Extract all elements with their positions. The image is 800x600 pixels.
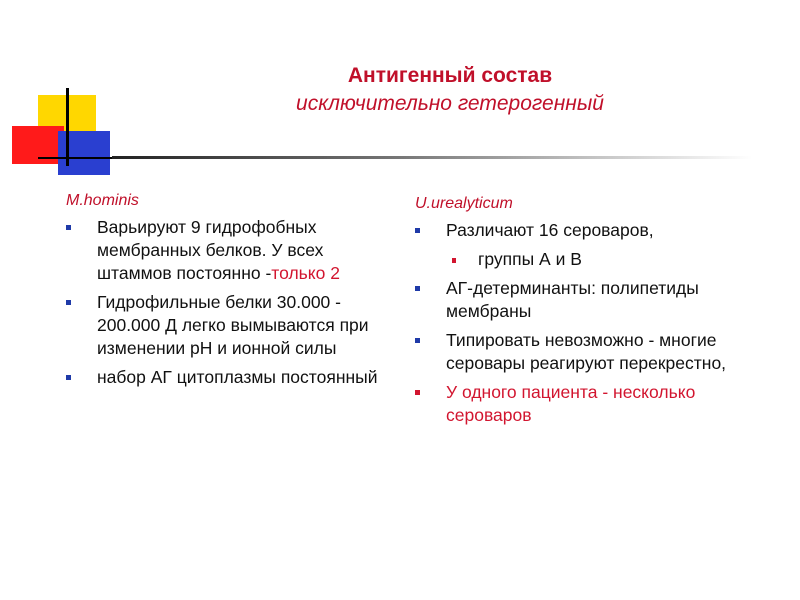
left-column-heading: M.hominis <box>66 192 139 209</box>
list-item-text: набор АГ цитоплазмы постоянный <box>97 367 378 387</box>
slide-title <box>215 62 685 118</box>
square-bullet-icon <box>415 286 420 291</box>
right-column <box>415 193 745 433</box>
list-item <box>415 329 745 375</box>
title-main: Антигенный состав <box>347 64 553 87</box>
list-item-text: У одного пациента - несколько сероваров <box>446 382 696 425</box>
list-item-text: группы А и В <box>478 249 582 269</box>
list-item-text: Варьируют 9 гидрофобных мембранных белков. У всех штаммов постоянно - <box>97 217 324 283</box>
list-item <box>415 381 745 427</box>
square-bullet-icon <box>66 375 71 380</box>
square-bullet-icon <box>415 338 420 343</box>
square-bullet-icon <box>415 390 420 395</box>
left-column-list <box>66 216 396 389</box>
list-item-highlight: только 2 <box>271 263 340 283</box>
square-bullet-icon <box>415 228 420 233</box>
title-subtitle: исключительно гетерогенный <box>296 92 604 115</box>
list-item <box>66 366 396 389</box>
list-item <box>66 291 396 360</box>
list-item <box>415 219 745 242</box>
square-bullet-icon <box>452 258 456 263</box>
list-item <box>66 216 396 285</box>
list-item-text: Гидрофильные белки 30.000 - 200.000 Д легко вымываются при изменении рН и ионной силы <box>97 292 369 358</box>
left-column <box>66 190 396 395</box>
list-item-text: АГ-детерминанты: полипетиды мембраны <box>446 278 699 321</box>
list-subitem <box>415 248 745 271</box>
square-bullet-icon <box>66 300 71 305</box>
right-column-list <box>415 219 745 427</box>
list-item-text: Различают 16 сероваров, <box>446 220 654 240</box>
list-item <box>415 277 745 323</box>
list-item-text: Типировать невозможно - многие серовары реагируют перекрестно, <box>446 330 727 373</box>
title-divider <box>112 156 752 159</box>
square-bullet-icon <box>66 225 71 230</box>
right-column-heading: U.urealyticum <box>415 195 513 212</box>
logo-vertical-line <box>66 88 69 166</box>
